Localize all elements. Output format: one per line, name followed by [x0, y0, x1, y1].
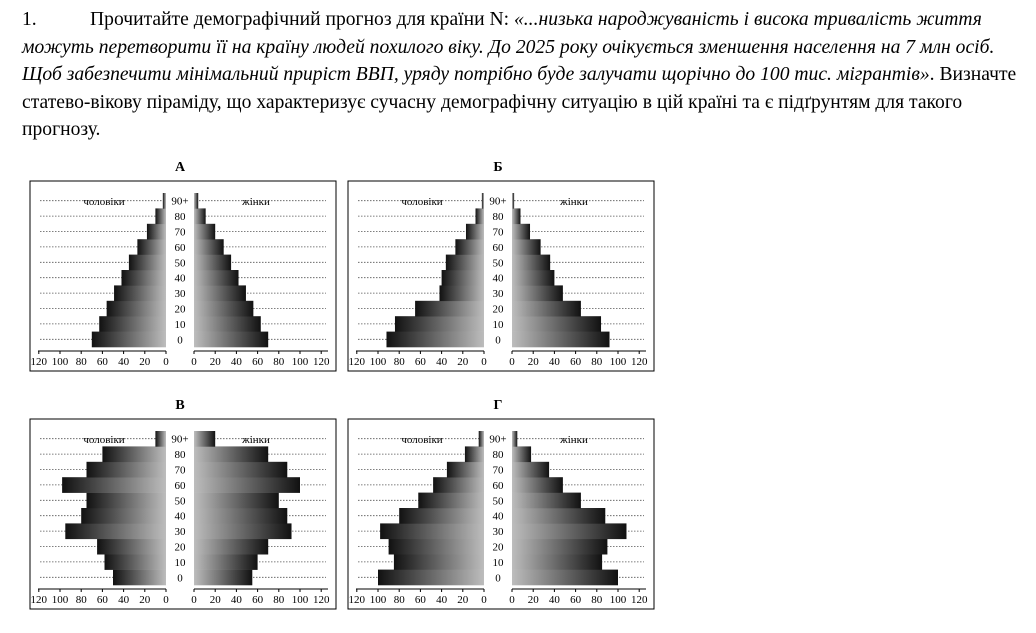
age-label: 0 — [177, 334, 183, 347]
age-label: 60 — [492, 479, 504, 492]
female-bar — [194, 239, 224, 255]
female-bar — [512, 239, 541, 255]
age-label: 70 — [174, 226, 186, 239]
female-bar — [512, 270, 554, 286]
female-bar — [194, 493, 279, 509]
male-bar — [399, 508, 484, 524]
x-tick-label: 20 — [457, 594, 469, 606]
female-bar — [194, 570, 252, 586]
female-bar — [512, 523, 626, 539]
female-bar — [512, 224, 530, 240]
age-label: 40 — [174, 272, 186, 285]
age-label: 50 — [492, 257, 504, 270]
male-bar — [447, 462, 484, 478]
female-bar — [194, 508, 287, 524]
female-bar — [194, 270, 239, 286]
age-label: 10 — [492, 318, 504, 331]
age-label: 50 — [174, 495, 186, 508]
x-tick-label: 40 — [118, 356, 130, 368]
x-tick-label: 40 — [436, 356, 448, 368]
question-intro: Прочитайте демографічний прогноз для країни N: — [90, 9, 514, 30]
female-bar — [512, 431, 517, 447]
age-label: 70 — [492, 226, 504, 239]
male-bar — [114, 285, 166, 301]
pyramid-2 — [348, 160, 654, 371]
male-bar — [155, 431, 166, 447]
x-tick-label: 100 — [609, 594, 627, 606]
female-label: жінки — [242, 434, 270, 446]
male-label: чоловіки — [83, 196, 125, 208]
male-bar — [113, 570, 166, 586]
female-bar — [512, 570, 618, 586]
question-task: . Визначте статево-вікову піраміду, що характеризує сучасну демографічну ситуацію в цій країні та є підґрунтям для такого прогнозу. — [22, 64, 1017, 141]
x-tick-label: 80 — [75, 356, 87, 368]
x-tick-label: 80 — [75, 594, 87, 606]
x-tick-label: 80 — [273, 594, 285, 606]
pyramid-title: Б — [493, 160, 503, 175]
male-bar — [465, 446, 484, 462]
age-label: 30 — [492, 288, 504, 301]
age-label: 80 — [174, 211, 186, 224]
female-bar — [194, 301, 253, 317]
age-label: 0 — [177, 572, 183, 585]
age-label: 20 — [492, 541, 504, 554]
age-label: 10 — [174, 556, 186, 569]
female-bar — [512, 316, 601, 332]
age-label: 80 — [492, 449, 504, 462]
male-bar — [466, 224, 484, 240]
x-tick-label: 120 — [348, 594, 366, 606]
male-bar — [102, 446, 166, 462]
x-tick-label: 0 — [163, 356, 169, 368]
x-tick-label: 60 — [414, 356, 426, 368]
male-bar — [455, 239, 484, 255]
x-tick-label: 120 — [630, 594, 648, 606]
forecast-quote: «...низька народжуваність і висока тривалість життя можуть перетворити її на країну людей похилого віку. До 2025 року очікується зменшення населення на 7 млн осіб. Щоб забезпечити мінімальний приріст ВВП, уряду потрібно буде залучати щорічно до 100 тис. мігрантів» — [22, 9, 995, 86]
female-bar — [512, 508, 605, 524]
age-label: 0 — [495, 334, 501, 347]
age-label: 30 — [174, 526, 186, 539]
male-bar — [380, 523, 484, 539]
male-bar — [479, 431, 484, 447]
x-tick-label: 60 — [96, 594, 108, 606]
male-bar — [155, 208, 166, 224]
female-bar — [512, 193, 514, 209]
x-tick-label: 120 — [630, 356, 648, 368]
female-bar — [512, 539, 607, 555]
age-label: 20 — [174, 303, 186, 316]
female-bar — [194, 446, 268, 462]
x-tick-label: 0 — [481, 356, 487, 368]
x-tick-label: 0 — [509, 594, 515, 606]
x-tick-label: 80 — [393, 356, 405, 368]
x-tick-label: 0 — [191, 356, 197, 368]
female-bar — [512, 493, 581, 509]
x-tick-label: 60 — [252, 594, 264, 606]
male-label: чоловіки — [401, 196, 443, 208]
pyramid-title: Г — [493, 398, 503, 413]
male-bar — [386, 332, 484, 348]
male-bar — [81, 508, 166, 524]
x-tick-label: 120 — [30, 356, 48, 368]
x-tick-label: 60 — [570, 594, 582, 606]
x-tick-label: 60 — [570, 356, 582, 368]
x-tick-label: 100 — [609, 356, 627, 368]
male-bar — [433, 477, 484, 493]
male-bar — [389, 539, 484, 555]
age-label: 80 — [174, 449, 186, 462]
male-bar — [92, 332, 166, 348]
x-tick-label: 20 — [139, 356, 151, 368]
x-tick-label: 20 — [139, 594, 151, 606]
female-bar — [194, 285, 246, 301]
male-label: чоловіки — [83, 434, 125, 446]
age-label: 10 — [174, 318, 186, 331]
age-label: 50 — [174, 257, 186, 270]
male-bar — [163, 193, 166, 209]
x-tick-label: 120 — [30, 594, 48, 606]
female-bar — [194, 539, 268, 555]
male-bar — [442, 270, 484, 286]
age-label: 90+ — [489, 195, 507, 208]
male-bar — [439, 285, 484, 301]
age-label: 0 — [495, 572, 501, 585]
female-bar — [512, 477, 563, 493]
female-bar — [194, 316, 261, 332]
male-bar — [482, 193, 484, 209]
male-bar — [415, 301, 484, 317]
x-tick-label: 20 — [209, 356, 221, 368]
pyramid-title: В — [175, 398, 185, 413]
pyramid-3 — [30, 398, 336, 609]
female-label: жінки — [242, 196, 270, 208]
female-bar — [194, 332, 268, 348]
male-bar — [137, 239, 166, 255]
age-label: 70 — [174, 464, 186, 477]
age-label: 40 — [492, 510, 504, 523]
question-number: 1. — [22, 9, 37, 30]
x-tick-label: 60 — [252, 356, 264, 368]
x-tick-label: 120 — [312, 356, 330, 368]
pyramid-title: А — [174, 160, 186, 175]
x-tick-label: 100 — [51, 594, 69, 606]
age-label: 10 — [492, 556, 504, 569]
x-tick-label: 20 — [527, 356, 539, 368]
x-tick-label: 100 — [291, 594, 309, 606]
male-bar — [62, 477, 166, 493]
x-tick-label: 100 — [369, 594, 387, 606]
female-bar — [194, 431, 215, 447]
x-tick-label: 40 — [548, 356, 560, 368]
female-bar — [194, 554, 258, 570]
x-tick-label: 120 — [348, 356, 366, 368]
x-tick-label: 0 — [509, 356, 515, 368]
male-bar — [129, 255, 166, 271]
age-label: 90+ — [171, 195, 189, 208]
female-bar — [512, 462, 549, 478]
female-bar — [194, 208, 206, 224]
age-label: 20 — [492, 303, 504, 316]
x-tick-label: 40 — [118, 594, 130, 606]
age-label: 40 — [492, 272, 504, 285]
x-tick-label: 80 — [273, 356, 285, 368]
female-bar — [194, 523, 292, 539]
male-bar — [99, 316, 166, 332]
age-label: 60 — [174, 241, 186, 254]
x-tick-label: 20 — [457, 356, 469, 368]
female-bar — [512, 332, 610, 348]
male-label: чоловіки — [401, 434, 443, 446]
age-label: 30 — [174, 288, 186, 301]
male-bar — [418, 493, 484, 509]
female-label: жінки — [560, 434, 588, 446]
female-bar — [512, 208, 520, 224]
female-bar — [512, 255, 550, 271]
male-bar — [476, 208, 484, 224]
age-label: 80 — [492, 211, 504, 224]
male-bar — [446, 255, 484, 271]
pyramid-4 — [348, 398, 654, 609]
female-label: жінки — [560, 196, 588, 208]
male-bar — [107, 301, 166, 317]
age-label: 30 — [492, 526, 504, 539]
x-tick-label: 40 — [230, 594, 242, 606]
female-bar — [194, 255, 231, 271]
male-bar — [147, 224, 166, 240]
age-label: 20 — [174, 541, 186, 554]
age-label: 70 — [492, 464, 504, 477]
female-bar — [512, 301, 581, 317]
male-bar — [121, 270, 166, 286]
x-tick-label: 100 — [369, 356, 387, 368]
x-tick-label: 0 — [191, 594, 197, 606]
female-bar — [512, 554, 602, 570]
male-bar — [394, 554, 484, 570]
x-tick-label: 60 — [414, 594, 426, 606]
male-bar — [105, 554, 166, 570]
age-label: 40 — [174, 510, 186, 523]
male-bar — [65, 523, 166, 539]
age-label: 90+ — [171, 433, 189, 446]
age-label: 60 — [492, 241, 504, 254]
x-tick-label: 120 — [312, 594, 330, 606]
x-tick-label: 60 — [96, 356, 108, 368]
female-bar — [512, 285, 563, 301]
x-tick-label: 100 — [51, 356, 69, 368]
x-tick-label: 40 — [436, 594, 448, 606]
male-bar — [97, 539, 166, 555]
x-tick-label: 40 — [548, 594, 560, 606]
male-bar — [378, 570, 484, 586]
x-tick-label: 100 — [291, 356, 309, 368]
x-tick-label: 20 — [527, 594, 539, 606]
female-bar — [512, 446, 531, 462]
x-tick-label: 40 — [230, 356, 242, 368]
x-tick-label: 0 — [481, 594, 487, 606]
female-bar — [194, 224, 215, 240]
x-tick-label: 0 — [163, 594, 169, 606]
x-tick-label: 80 — [393, 594, 405, 606]
female-bar — [194, 477, 300, 493]
x-tick-label: 20 — [209, 594, 221, 606]
male-bar — [87, 493, 167, 509]
age-label: 60 — [174, 479, 186, 492]
male-bar — [395, 316, 484, 332]
age-label: 90+ — [489, 433, 507, 446]
pyramid-1 — [30, 160, 336, 371]
age-label: 50 — [492, 495, 504, 508]
x-tick-label: 80 — [591, 594, 603, 606]
female-bar — [194, 462, 287, 478]
female-bar — [194, 193, 198, 209]
x-tick-label: 80 — [591, 356, 603, 368]
male-bar — [87, 462, 167, 478]
